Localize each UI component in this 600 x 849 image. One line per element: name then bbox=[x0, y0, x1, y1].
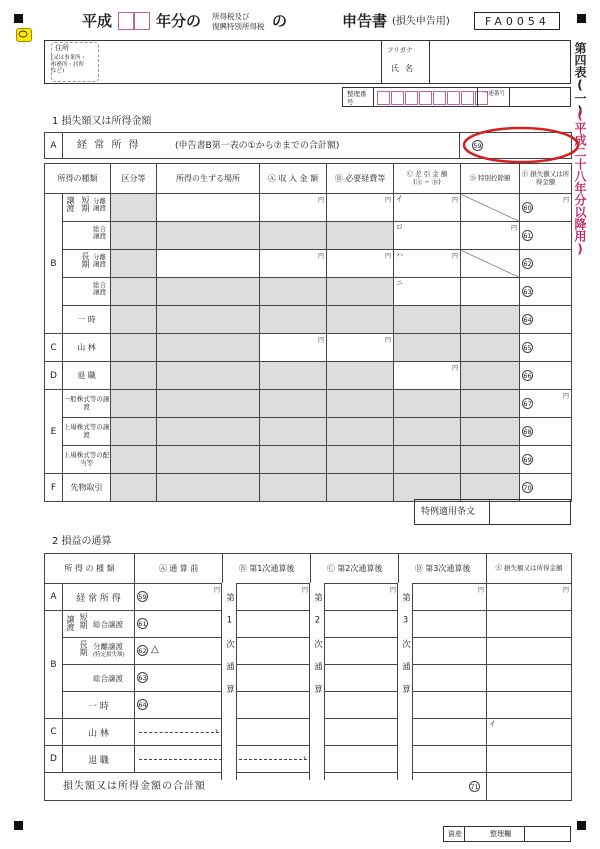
address-field[interactable] bbox=[101, 41, 381, 83]
name-label: 氏名 bbox=[391, 64, 419, 73]
circle-ro: ロ bbox=[396, 223, 403, 231]
header-diff bbox=[394, 164, 461, 194]
form-code-box bbox=[474, 12, 560, 30]
cell-deduction[interactable] bbox=[461, 306, 520, 334]
ichiji-label: 一 時 bbox=[63, 306, 111, 334]
line-number-67: 67 bbox=[523, 400, 532, 408]
cell-place[interactable] bbox=[157, 306, 260, 334]
cell-diff[interactable] bbox=[394, 418, 461, 446]
address-label-frame bbox=[51, 42, 99, 82]
cell-expense[interactable] bbox=[327, 390, 394, 418]
col1-band bbox=[221, 583, 237, 780]
cell-result[interactable] bbox=[520, 194, 572, 222]
b-cho-bunri-label bbox=[63, 250, 111, 278]
yen-unit: 円 bbox=[390, 587, 397, 594]
yen-unit: 円 bbox=[451, 365, 458, 372]
header-type: 所得の種類 bbox=[45, 164, 111, 194]
furigana-label: フリガナ bbox=[387, 46, 413, 54]
s2-joto-label: 譲渡 bbox=[66, 615, 75, 631]
cell-category[interactable] bbox=[111, 334, 157, 362]
tax-line-2: 復興特別所得税 bbox=[212, 22, 265, 31]
line-number-71: 71 bbox=[470, 783, 479, 791]
s2-header-c: Ⓒ 第2次通算後 bbox=[311, 554, 399, 584]
cell-category[interactable] bbox=[111, 418, 157, 446]
s2-row-a-letter: A bbox=[45, 584, 63, 611]
col3-label: 第3次通算 bbox=[400, 593, 411, 707]
row-b-letter: B bbox=[45, 194, 63, 334]
yen-unit: 円 bbox=[384, 253, 391, 260]
s2-e-cell[interactable] bbox=[487, 638, 572, 665]
cell-place[interactable] bbox=[157, 222, 260, 250]
line-number-59: 59 bbox=[138, 593, 147, 601]
s2-choki-label: 長期 bbox=[79, 640, 88, 656]
cell-result[interactable] bbox=[520, 250, 572, 278]
arrow-head-icon: › bbox=[303, 753, 307, 762]
header-income: Ⓐ 収 入 金 額 bbox=[260, 164, 327, 194]
s2-ichiji-label: 一 時 bbox=[63, 692, 135, 719]
cell-expense[interactable] bbox=[327, 446, 394, 474]
cell-diff[interactable] bbox=[394, 474, 461, 502]
divider bbox=[489, 500, 490, 524]
cell-place[interactable] bbox=[157, 418, 260, 446]
cell-income[interactable] bbox=[260, 194, 327, 222]
tokurei-box bbox=[414, 499, 571, 525]
registration-mark bbox=[577, 14, 586, 23]
cell-expense[interactable] bbox=[327, 306, 394, 334]
cell-category[interactable] bbox=[111, 362, 157, 390]
cell-diff[interactable] bbox=[394, 362, 461, 390]
s2-a-cell[interactable] bbox=[135, 638, 223, 665]
col2-label: 第2次通算 bbox=[312, 593, 323, 707]
yen-unit: 円 bbox=[317, 337, 324, 344]
year-box-2[interactable] bbox=[134, 12, 150, 30]
arrow-line bbox=[139, 732, 219, 733]
yen-unit: 円 bbox=[302, 587, 309, 594]
s2-keijo-label: 経 常 所 得 bbox=[63, 584, 135, 611]
year-suffix: 年分の bbox=[156, 12, 202, 30]
s2-header-a: Ⓐ 通 算 前 bbox=[135, 554, 223, 584]
cell-deduction[interactable] bbox=[461, 474, 520, 502]
cell-diff[interactable] bbox=[394, 306, 461, 334]
s2-e-cell[interactable] bbox=[487, 584, 572, 611]
line-number-66: 66 bbox=[523, 372, 532, 380]
line-number-65: 65 bbox=[523, 344, 532, 352]
cell-category[interactable] bbox=[111, 390, 157, 418]
cell-deduction bbox=[461, 194, 520, 222]
header-expense: Ⓑ 必要経費等 bbox=[327, 164, 394, 194]
bunri-label: 分離譲渡 bbox=[93, 253, 106, 269]
b-tan-sogo-label bbox=[63, 222, 111, 250]
s2-taishoku-label: 退 職 bbox=[63, 746, 135, 773]
cell-category[interactable] bbox=[111, 250, 157, 278]
line-number-69: 69 bbox=[523, 456, 532, 464]
cell-category[interactable] bbox=[111, 306, 157, 334]
haito-label: 上場株式等の配当等 bbox=[63, 446, 111, 474]
cell-place[interactable] bbox=[157, 474, 260, 502]
cell-expense[interactable] bbox=[327, 362, 394, 390]
arrow-head-icon: › bbox=[215, 726, 219, 735]
cell-diff[interactable] bbox=[394, 250, 461, 278]
divider bbox=[509, 88, 510, 106]
comment-icon[interactable] bbox=[16, 28, 32, 42]
line-number-59: 59 bbox=[473, 142, 482, 150]
b-joto-label: 譲渡 bbox=[66, 196, 75, 212]
s2-e-cell[interactable] bbox=[487, 692, 572, 719]
yen-unit: 円 bbox=[478, 587, 485, 594]
cell-income[interactable] bbox=[260, 418, 327, 446]
circle-i: イ bbox=[396, 195, 403, 203]
name-field[interactable] bbox=[431, 41, 571, 83]
s2-e-cell[interactable] bbox=[487, 746, 572, 773]
cell-diff[interactable] bbox=[394, 194, 461, 222]
registration-mark bbox=[577, 821, 586, 830]
s2-header-e: Ⓔ 損失額又は所得金額 bbox=[487, 554, 572, 584]
s2-header-b: Ⓑ 第1次通算後 bbox=[223, 554, 311, 584]
cell-place[interactable] bbox=[157, 278, 260, 306]
cell-result[interactable] bbox=[520, 306, 572, 334]
cell-deduction[interactable] bbox=[461, 418, 520, 446]
section2-table bbox=[44, 553, 572, 801]
taishoku-label: 退 職 bbox=[63, 362, 111, 390]
cell-expense[interactable] bbox=[327, 334, 394, 362]
row-a-label: 経 常 所 得 bbox=[77, 140, 141, 151]
line-number-62: 62 bbox=[138, 647, 147, 655]
cell-deduction[interactable] bbox=[461, 334, 520, 362]
header-place: 所得の生ずる場所 bbox=[157, 164, 260, 194]
yen-unit: 円 bbox=[384, 197, 391, 204]
taxpayer-box bbox=[44, 40, 571, 84]
sakimono-label: 先物取引 bbox=[63, 474, 111, 502]
s2-e-cell[interactable] bbox=[487, 665, 572, 692]
section1-table bbox=[44, 163, 572, 502]
cell-income[interactable] bbox=[260, 278, 327, 306]
yen-unit: 円 bbox=[451, 197, 458, 204]
s2-sogo-label: 総合譲渡 bbox=[93, 674, 123, 683]
era-label: 平成 bbox=[82, 12, 113, 30]
yen-unit: 円 bbox=[317, 197, 324, 204]
cell-income[interactable] bbox=[260, 474, 327, 502]
circle-i: イ bbox=[489, 720, 497, 728]
line-number-60: 60 bbox=[523, 204, 532, 212]
address-label: 住所 bbox=[55, 44, 69, 52]
b-tan-bunri-label bbox=[63, 194, 111, 222]
footer-shisan: 資産 bbox=[448, 830, 462, 838]
s2-sogo-label: 総合譲渡 bbox=[93, 620, 123, 629]
row-c-letter: C bbox=[45, 334, 63, 362]
line-number-64: 64 bbox=[138, 701, 147, 709]
year-box-1[interactable] bbox=[118, 12, 134, 30]
no-particle: の bbox=[272, 12, 288, 30]
line-number-63: 63 bbox=[138, 674, 147, 682]
section2-title: 2 損益の通算 bbox=[52, 536, 112, 547]
header-diff-main: Ⓒ 差 引 金 額 bbox=[406, 170, 448, 179]
divider bbox=[464, 827, 465, 841]
ichiren-label: 一連番号 bbox=[483, 91, 506, 97]
sogo-label: 総合譲渡 bbox=[93, 281, 106, 297]
highlight-circle bbox=[460, 124, 582, 166]
registration-mark bbox=[14, 14, 23, 23]
yen-unit: 円 bbox=[510, 225, 517, 232]
cell-category[interactable] bbox=[111, 474, 157, 502]
header-category: 区分等 bbox=[111, 164, 157, 194]
yen-unit: 円 bbox=[384, 337, 391, 344]
col3-band bbox=[397, 583, 413, 780]
cell-deduction[interactable] bbox=[461, 278, 520, 306]
line-number-61: 61 bbox=[138, 620, 147, 628]
row-a-label-cell bbox=[63, 133, 460, 159]
s2-header-d: Ⓓ 第3次通算後 bbox=[399, 554, 487, 584]
s2-a-cell[interactable] bbox=[135, 692, 223, 719]
row-a-note: (申告書B第一表の①から⑦までの合計額) bbox=[175, 141, 340, 151]
circle-ha: ハ bbox=[396, 251, 403, 259]
yen-unit: 円 bbox=[562, 393, 569, 400]
s2-total-cell[interactable] bbox=[487, 773, 572, 801]
header-diff-sub: (Ⓐ − Ⓑ) bbox=[413, 177, 441, 186]
jojo-label: 上場株式等の譲渡 bbox=[63, 418, 111, 446]
seiri-boxes[interactable] bbox=[377, 91, 488, 105]
b-tan-label: 短期 bbox=[81, 196, 90, 212]
seiri-row bbox=[342, 87, 571, 107]
cell-category[interactable] bbox=[111, 446, 157, 474]
cell-result[interactable] bbox=[520, 418, 572, 446]
line-number-63: 63 bbox=[523, 288, 532, 296]
cell-result[interactable] bbox=[520, 278, 572, 306]
row-f-letter: F bbox=[45, 474, 63, 502]
yen-unit: 円 bbox=[214, 587, 221, 594]
s2-e-cell[interactable] bbox=[487, 719, 572, 746]
cell-deduction[interactable] bbox=[461, 362, 520, 390]
cell-expense[interactable] bbox=[327, 474, 394, 502]
s2-row-c-letter: C bbox=[45, 719, 63, 746]
s2-tanki-sogo bbox=[63, 611, 135, 638]
row-e-letter: E bbox=[45, 390, 63, 474]
divider bbox=[381, 41, 382, 83]
cell-expense[interactable] bbox=[327, 222, 394, 250]
side-title: 第四表(一) bbox=[573, 42, 587, 118]
cell-category[interactable] bbox=[111, 278, 157, 306]
s2-bunri-label: 分離譲渡 bbox=[93, 642, 123, 651]
divider bbox=[477, 88, 478, 106]
b-cho-sogo-label bbox=[63, 278, 111, 306]
form-subtitle: (損失申告用) bbox=[392, 16, 450, 27]
cell-income[interactable] bbox=[260, 334, 327, 362]
cell-place[interactable] bbox=[157, 194, 260, 222]
cell-income[interactable] bbox=[260, 446, 327, 474]
cell-income[interactable] bbox=[260, 390, 327, 418]
line-number-68: 68 bbox=[523, 428, 532, 436]
yen-unit: 円 bbox=[451, 253, 458, 260]
cell-diff[interactable] bbox=[394, 390, 461, 418]
tokurei-label: 特例適用条文 bbox=[421, 507, 476, 517]
cell-category[interactable] bbox=[111, 222, 157, 250]
s2-total-label-cell bbox=[45, 773, 487, 801]
cell-diff[interactable] bbox=[394, 334, 461, 362]
sanrin-label: 山 林 bbox=[63, 334, 111, 362]
cell-income[interactable] bbox=[260, 362, 327, 390]
s2-row-b-letter: B bbox=[45, 611, 63, 719]
cell-income[interactable] bbox=[260, 250, 327, 278]
cell-result[interactable] bbox=[520, 334, 572, 362]
s2-taishoku-arrow-cell[interactable] bbox=[135, 746, 399, 773]
cell-income[interactable] bbox=[260, 306, 327, 334]
s2-choki-sogo bbox=[63, 665, 135, 692]
s2-e-cell[interactable] bbox=[487, 611, 572, 638]
cell-expense[interactable] bbox=[327, 278, 394, 306]
yen-unit: 円 bbox=[562, 197, 569, 204]
row-a-letter: A bbox=[45, 133, 63, 159]
footer-seiri: 整理欄 bbox=[490, 830, 511, 838]
form-title: 申告書 bbox=[342, 12, 388, 30]
cell-category[interactable] bbox=[111, 194, 157, 222]
form-code: FA0054 bbox=[485, 15, 550, 28]
cell-result[interactable] bbox=[520, 362, 572, 390]
yen-unit: 円 bbox=[317, 253, 324, 260]
cell-income[interactable] bbox=[260, 222, 327, 250]
cell-diff[interactable] bbox=[394, 446, 461, 474]
registration-mark bbox=[14, 821, 23, 830]
cell-deduction[interactable] bbox=[461, 390, 520, 418]
cell-result[interactable] bbox=[520, 474, 572, 502]
cell-result[interactable] bbox=[520, 390, 572, 418]
cell-diff[interactable] bbox=[394, 222, 461, 250]
line-number-61: 61 bbox=[523, 232, 532, 240]
line-number-64: 64 bbox=[523, 316, 532, 324]
yen-unit: 円 bbox=[563, 587, 570, 594]
address-sub: (又は事業所・事務所・居所など) bbox=[51, 55, 87, 75]
divider bbox=[373, 88, 374, 106]
col2-band bbox=[309, 583, 325, 780]
sogo-label: 総合譲渡 bbox=[93, 225, 106, 241]
line-number-62: 62 bbox=[523, 260, 532, 268]
cell-expense[interactable] bbox=[327, 194, 394, 222]
ippan-label: 一般株式等の譲渡 bbox=[63, 390, 111, 418]
cell-place[interactable] bbox=[157, 446, 260, 474]
cell-place[interactable] bbox=[157, 390, 260, 418]
s2-bunri-sub: (特定損失額) bbox=[93, 652, 125, 658]
cell-place[interactable] bbox=[157, 250, 260, 278]
footer-box bbox=[443, 826, 571, 842]
divider bbox=[524, 827, 525, 841]
cell-diff[interactable] bbox=[394, 278, 461, 306]
s2-a-cell[interactable] bbox=[135, 584, 223, 611]
s2-sanrin-label: 山 林 bbox=[63, 719, 135, 746]
header-result: Ⓔ 損失額又は所得金額 bbox=[520, 164, 572, 194]
s2-row-d-letter: D bbox=[45, 746, 63, 773]
s2-choki-bunri bbox=[63, 638, 135, 665]
row-d-letter: D bbox=[45, 362, 63, 390]
s2-tanki-label: 短期 bbox=[79, 613, 88, 629]
tax-line-1: 所得税及び bbox=[212, 12, 250, 21]
cell-place[interactable] bbox=[157, 362, 260, 390]
bunri-label: 分離譲渡 bbox=[93, 197, 106, 213]
s2-header-type: 所 得 の 種 類 bbox=[45, 554, 135, 584]
cell-place[interactable] bbox=[157, 334, 260, 362]
s2-a-cell[interactable] bbox=[135, 665, 223, 692]
circle-ni: ニ bbox=[396, 279, 403, 287]
cell-deduction bbox=[461, 250, 520, 278]
s2-a-cell[interactable] bbox=[135, 611, 223, 638]
divider bbox=[429, 41, 430, 83]
b-cho-label: 長期 bbox=[81, 252, 90, 268]
cell-expense[interactable] bbox=[327, 418, 394, 446]
triangle-mark: △ bbox=[151, 644, 159, 655]
tokurei-field[interactable] bbox=[491, 500, 569, 524]
cell-deduction[interactable] bbox=[461, 446, 520, 474]
cell-result[interactable] bbox=[520, 446, 572, 474]
col1-label: 第1次通算 bbox=[224, 593, 235, 707]
section1-title: 1 損失額又は所得金額 bbox=[52, 116, 152, 127]
cell-deduction[interactable] bbox=[461, 222, 520, 250]
cell-expense[interactable] bbox=[327, 250, 394, 278]
line-number-70: 70 bbox=[523, 484, 532, 492]
cell-result[interactable] bbox=[520, 222, 572, 250]
header-deduction: Ⓓ 特別控除額 bbox=[461, 164, 520, 194]
side-note: (平成二十八年分以降用) bbox=[573, 108, 587, 256]
seiri-label: 整理番号 bbox=[347, 90, 367, 107]
s2-total-label: 損失額又は所得金額の合計額 bbox=[63, 781, 206, 792]
